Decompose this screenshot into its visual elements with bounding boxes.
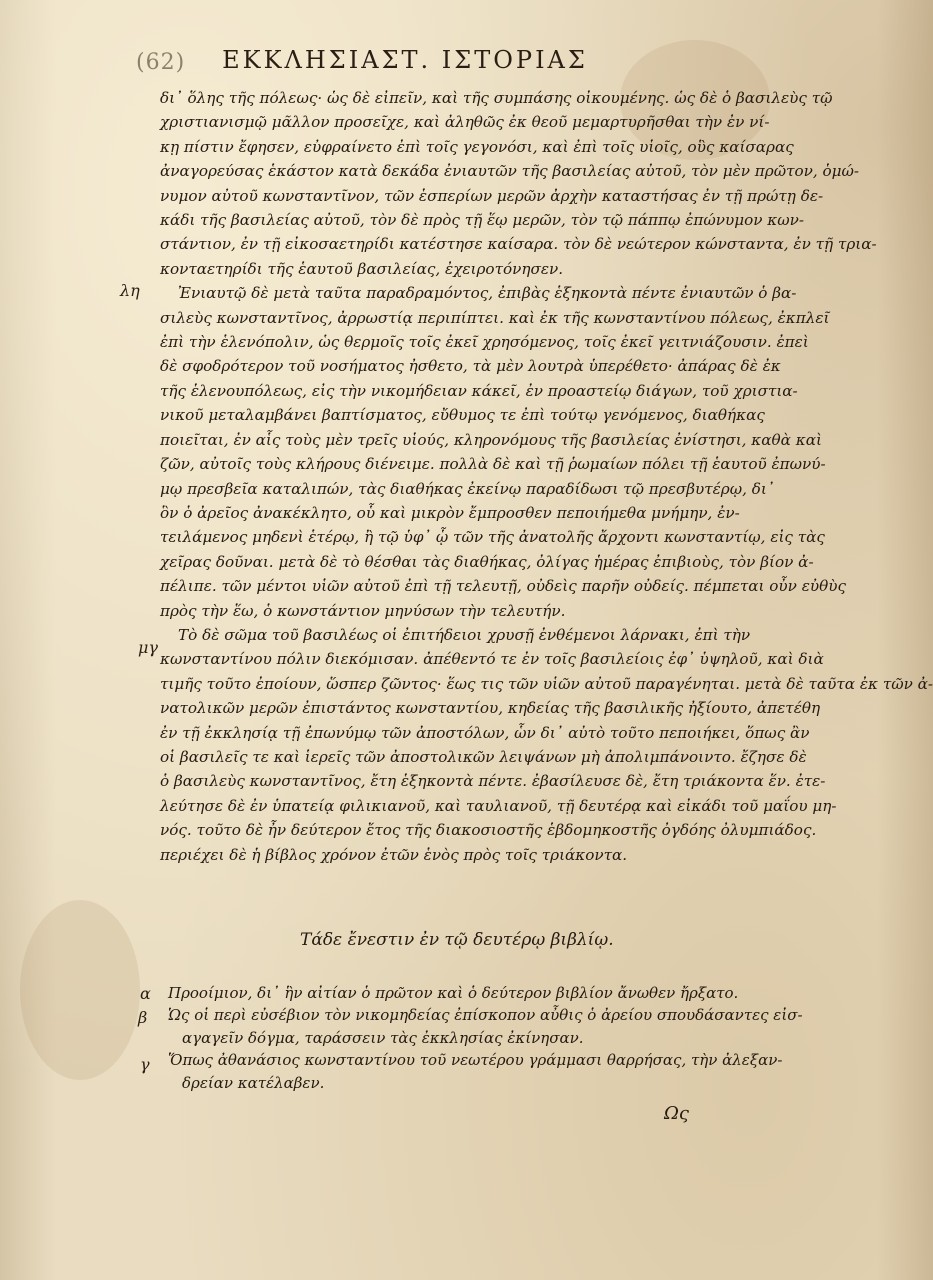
text-line: πρὸς τὴν ἕω, ὁ κωνστάντιον μηνύσων τὴν τελευτήν. xyxy=(160,601,566,620)
main-text xyxy=(160,86,933,867)
text-line: χεῖρας δοῦναι. μετὰ δὲ τὸ θέσθαι τὰς διαθήκας, ὀλίγας ἡμέρας ἐπιβιοὺς, τὸν βίον ἀ- xyxy=(160,552,814,571)
text-line: νατολικῶν μερῶν ἐπιστάντος κωνσταντίου, κηδείας τῆς βασιλικῆς ἠξίουτο, ἀπετέθη xyxy=(160,699,821,718)
text-line: κονταετηρίδι τῆς ἑαυτοῦ βασιλείας, ἐχειροτόνησεν. xyxy=(160,259,564,278)
text-line: ὁ βασιλεὺς κωνσταντῖνος, ἔτη ἑξηκοντὰ πέντε. ἐβασίλευσε δὲ, ἔτη τριάκοντα ἕν. ἐτε- xyxy=(160,772,826,791)
paragraph xyxy=(160,281,846,623)
text-line: οἱ βασιλεῖς τε καὶ ἱερεῖς τῶν ἀποστολικῶν λειψάνων μὴ ἀπολιμπάνοιντο. ἔζησε δὲ xyxy=(160,747,807,766)
contents-entry xyxy=(168,1049,783,1094)
text-line: ἐν τῇ ἐκκλησίᾳ τῇ ἐπωνύμῳ τῶν ἀποστόλων, ὧν δι᾽ αὐτὸ τοῦτο πεποιήκει, ὅπως ἂν xyxy=(160,723,810,742)
contents-number: γ xyxy=(140,1055,150,1074)
text-line: ἀναγορεύσας ἑκάστον κατὰ δεκάδα ἐνιαυτῶν τῆς βασιλείας αὐτοῦ, τὸν μὲν πρῶτον, ὁμώ- xyxy=(160,162,860,181)
margin-section-number: μγ xyxy=(138,638,158,657)
paper-stain xyxy=(20,900,140,1080)
text-line: νικοῦ μεταλαμβάνει βαπτίσματος, εὔθυμος τε ἐπὶ τούτῳ γενόμενος, διαθήκας xyxy=(160,406,765,425)
text-line: περιέχει δὲ ἡ βίβλος χρόνον ἐτῶν ἑνὸς πρὸς τοῖς τριάκοντα. xyxy=(160,845,628,864)
text-line: σιλεὺς κωνσταντῖνος, ἀρρωστίᾳ περιπίπτει. καὶ ἐκ τῆς κωνσταντίνου πόλεως, ἐκπλεῖ xyxy=(160,308,830,327)
text-line: Ἐνιαυτῷ δὲ μετὰ ταῦτα παραδραμόντος, ἐπιβὰς ἑξηκοντὰ πέντε ἐνιαυτῶν ὁ βα- xyxy=(178,284,797,303)
text-line: κῃ πίστιν ἔφησεν, εὐφραίνετο ἐπὶ τοῖς γεγονόσι, καὶ ἐπὶ τοῖς υἱοῖς, οὓς καίσαρας xyxy=(160,137,794,156)
text-line: δι᾽ ὅλης τῆς πόλεως· ὡς δὲ εἰπεῖν, καὶ τῆς συμπάσης οἰκουμένης. ὡς δὲ ὁ βασιλεὺς τῷ xyxy=(160,89,833,107)
text-line: κωνσταντίνου πόλιν διεκόμισαν. ἀπέθεντό τε ἐν τοῖς βασιλείοις ἐφ᾽ ὑψηλοῦ, καὶ διὰ xyxy=(160,650,824,669)
text-line: νυμον αὐτοῦ κωνσταντῖνον, τῶν ἑσπερίων μερῶν ἀρχὴν καταστήσας ἐν τῇ πρώτῃ δε- xyxy=(160,186,824,205)
text-line: κάδι τῆς βασιλείας αὐτοῦ, τὸν δὲ πρὸς τῇ ἕῳ μερῶν, τὸν τῷ πάππῳ ἐπώνυμον κων- xyxy=(160,211,805,230)
text-line: δρείαν κατέλαβεν. xyxy=(182,1073,325,1092)
text-line: Ὅπως ἀθανάσιος κωνσταντίνου τοῦ νεωτέρου γράμμασι θαρρήσας, τὴν ἀλεξαν- xyxy=(168,1051,783,1070)
text-line: χριστιανισμῷ μᾶλλον προσεῖχε, καὶ ἀληθῶς ἐκ θεοῦ μεμαρτυρῆσθαι τὴν ἐν νί- xyxy=(160,113,770,132)
text-line: τῆς ἑλενουπόλεως, εἰς τὴν νικομήδειαν κάκεῖ, ἐν προαστείῳ διάγων, τοῦ χριστια- xyxy=(160,381,798,400)
text-line: ποιεῖται, ἐν αἷς τοὺς μὲν τρεῖς υἱούς, κληρονόμους τῆς βασιλείας ἐνίστησι, καθὰ καὶ xyxy=(160,430,822,449)
paragraph xyxy=(160,86,877,281)
paragraph xyxy=(160,623,933,867)
text-line: Τὸ δὲ σῶμα τοῦ βασιλέως οἱ ἐπιτήδειοι χρυσῇ ἐνθέμενοι λάρνακι, ἐπὶ τὴν xyxy=(178,625,751,644)
margin-section-number: λη xyxy=(120,281,140,300)
contents-entry xyxy=(168,1004,803,1049)
page-number: (62) xyxy=(136,50,186,75)
text-line: νός. τοῦτο δὲ ἦν δεύτερον ἔτος τῆς διακοσιοστῆς ἑβδομηκοστῆς ὀγδόης ὀλυμπιάδος. xyxy=(160,821,817,840)
contents-number: α xyxy=(140,984,151,1003)
text-line: μῳ πρεσβεῖα καταλιπών, τὰς διαθήκας ἐκείνῳ παραδίδωσι τῷ πρεσβυτέρῳ, δι᾽ xyxy=(160,479,775,498)
text-line: τιμῆς τοῦτο ἐποίουν, ὥσπερ ζῶντος· ἕως τις τῶν υἱῶν αὐτοῦ παραγένηται. μετὰ δὲ ταῦτα ἐκ τῶν ἀ- xyxy=(160,674,933,693)
contents-list xyxy=(168,982,803,1094)
contents-number: β xyxy=(138,1008,148,1027)
text-line: στάντιον, ἐν τῇ εἰκοσαετηρίδι κατέστησε καίσαρα. τὸν δὲ νεώτερον κώνσταντα, ἐν τῇ τρια- xyxy=(160,235,877,254)
running-head: ΕΚΚΛΗΣΙΑΣΤ. ΙΣΤΟΡΙΑΣ xyxy=(222,46,588,74)
text-line: δὲ σφοδρότερον τοῦ νοσήματος ἠσθετο, τὰ μὲν λουτρὰ ὑπερέθετο· ἀπάρας δὲ ἐκ xyxy=(160,357,781,376)
text-line: τειλάμενος μηδενὶ ἑτέρῳ, ἢ τῷ ὑφ᾽ ᾧ τῶν τῆς ἀνατολῆς ἄρχοντι κωνσταντίῳ, εἰς τὰς xyxy=(160,528,825,547)
contents-heading: Τάδε ἔνεστιν ἐν τῷ δευτέρῳ βιβλίῳ. xyxy=(300,930,614,950)
text-line: ζῶν, αὐτοῖς τοὺς κλήρους διένειμε. πολλὰ δὲ καὶ τῇ ῥωμαίων πόλει τῇ ἑαυτοῦ ἐπωνύ- xyxy=(160,455,826,474)
text-line: ὃν ὁ ἀρεῖος ἀνακέκλητο, οὗ καὶ μικρὸν ἔμπροσθεν πεποιήμεθα μνήμην, ἐν- xyxy=(160,503,740,522)
text-line: ἐπὶ τὴν ἑλενόπολιν, ὡς θερμοῖς τοῖς ἐκεῖ χρησόμενος, τοῖς ἐκεῖ γειτνιάζουσιν. ἐπεὶ xyxy=(160,333,809,352)
text-line: Προοίμιον, δι᾽ ἣν αἰτίαν ὁ πρῶτον καὶ ὁ δεύτερον βιβλίον ἄνωθεν ἤρξατο. xyxy=(168,984,739,1002)
text-line: αγαγεῖν δόγμα, ταράσσειν τὰς ἐκκλησίας ἐκίνησαν. xyxy=(182,1028,584,1047)
text-line: Ὡς οἱ περὶ εὐσέβιον τὸν νικομηδείας ἐπίσκοπον αὖθις ὁ ἀρείου σπουδάσαντες εἰσ- xyxy=(168,1006,803,1025)
catchword: Ως xyxy=(664,1103,690,1124)
text-line: πέλιπε. τῶν μέντοι υἱῶν αὐτοῦ ἐπὶ τῇ τελευτῇ, οὐδεὶς παρῆν οὐδείς. πέμπεται οὖν εὐθὺς xyxy=(160,577,846,596)
text-line: λεύτησε δὲ ἐν ὑπατείᾳ φιλικιανοῦ, καὶ ταυλιανοῦ, τῇ δευτέρᾳ καὶ εἰκάδι τοῦ μαΐου μη- xyxy=(160,796,837,815)
contents-entry xyxy=(168,982,739,1004)
